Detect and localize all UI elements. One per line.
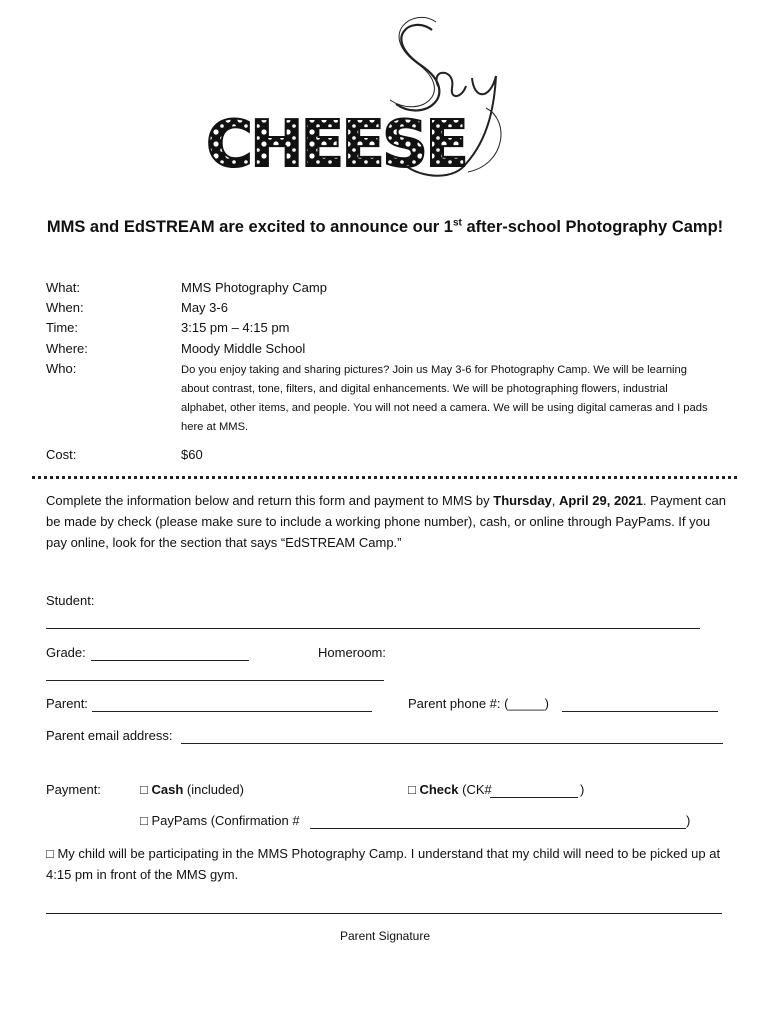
say-cheese-logo [200, 8, 520, 183]
time-value: 3:15 pm – 4:15 pm [181, 320, 290, 335]
instructions-text1: Complete the information below and return this form and payment to MMS by [46, 493, 494, 508]
check-option[interactable] [408, 782, 492, 797]
parent-field[interactable] [92, 711, 372, 712]
headline-part1: MMS and EdSTREAM are excited to announce our 1 [46, 218, 453, 236]
instructions-paragraph [46, 490, 726, 553]
homeroom-field[interactable] [46, 680, 384, 681]
paypams-confirmation-field[interactable] [310, 828, 686, 829]
paypams-close-paren: ) [686, 813, 691, 828]
time-label: Time: [46, 320, 79, 335]
what-label: What: [46, 280, 80, 295]
who-description: Do you enjoy taking and sharing pictures? Join us May 3-6 for Photography Camp. We will be learning about contrast, tone, filters, and digital enhancements. We will be photographing flowers, industrial alphabet, other items, and people. You will not need a camera. We will be using digital cameras and I pads here at MMS. [181, 364, 708, 433]
check-number-field[interactable] [490, 797, 578, 798]
paypams-option[interactable]: □ PayPams (Confirmation # [140, 813, 300, 828]
cash-note: (included) [183, 782, 244, 797]
cash-label: Cash [151, 782, 184, 797]
headline-superscript: st [452, 217, 462, 229]
instructions-comma: , [551, 493, 560, 508]
consent-statement[interactable]: □ My child will be participating in the MMS Photography Camp. I understand that my child will need to be picked up at 4:15 pm in front of the MMS gym. [46, 846, 721, 882]
when-label: When: [46, 300, 84, 315]
grade-field[interactable] [91, 660, 249, 661]
cash-checkbox[interactable]: □ [140, 782, 152, 797]
where-label: Where: [46, 341, 88, 356]
parent-email-field[interactable] [181, 743, 723, 744]
check-close-paren: ) [580, 782, 585, 797]
parent-phone-label: Parent phone #: (_____) [408, 696, 549, 711]
where-value: Moody Middle School [181, 341, 306, 356]
announcement-headline [40, 214, 730, 241]
parent-phone-field[interactable] [562, 711, 718, 712]
instructions-text2: . Payment can be made by check (please make sure to include a working phone number), cash, or online through PayPams. If you pay online, look for the section that says “EdSTREAM Camp.” [46, 493, 726, 550]
check-checkbox[interactable]: □ [408, 782, 420, 797]
student-label: Student: [46, 593, 95, 608]
homeroom-label: Homeroom: [318, 645, 386, 660]
cost-label: Cost: [46, 447, 77, 462]
grade-label: Grade: [46, 645, 86, 660]
check-label: Check [419, 782, 459, 797]
headline-part2: after-school Photography Camp! [461, 218, 724, 236]
check-note: (CK# [458, 782, 492, 797]
parent-label: Parent: [46, 696, 88, 711]
when-value: May 3-6 [181, 300, 228, 315]
payment-label: Payment: [46, 782, 101, 797]
parent-email-label: Parent email address: [46, 728, 173, 743]
deadline-date: April 29, 2021 [559, 493, 643, 508]
logo-word-cheese: CHEESE [206, 108, 466, 182]
student-field[interactable] [46, 628, 700, 629]
what-value: MMS Photography Camp [181, 280, 327, 295]
dotted-divider [32, 476, 737, 479]
cost-value: $60 [181, 447, 203, 462]
who-label: Who: [46, 361, 77, 376]
deadline-day: Thursday [493, 493, 552, 508]
cash-option[interactable] [140, 782, 244, 797]
parent-signature-label: Parent Signature [339, 929, 431, 943]
parent-signature-field[interactable] [46, 913, 722, 914]
